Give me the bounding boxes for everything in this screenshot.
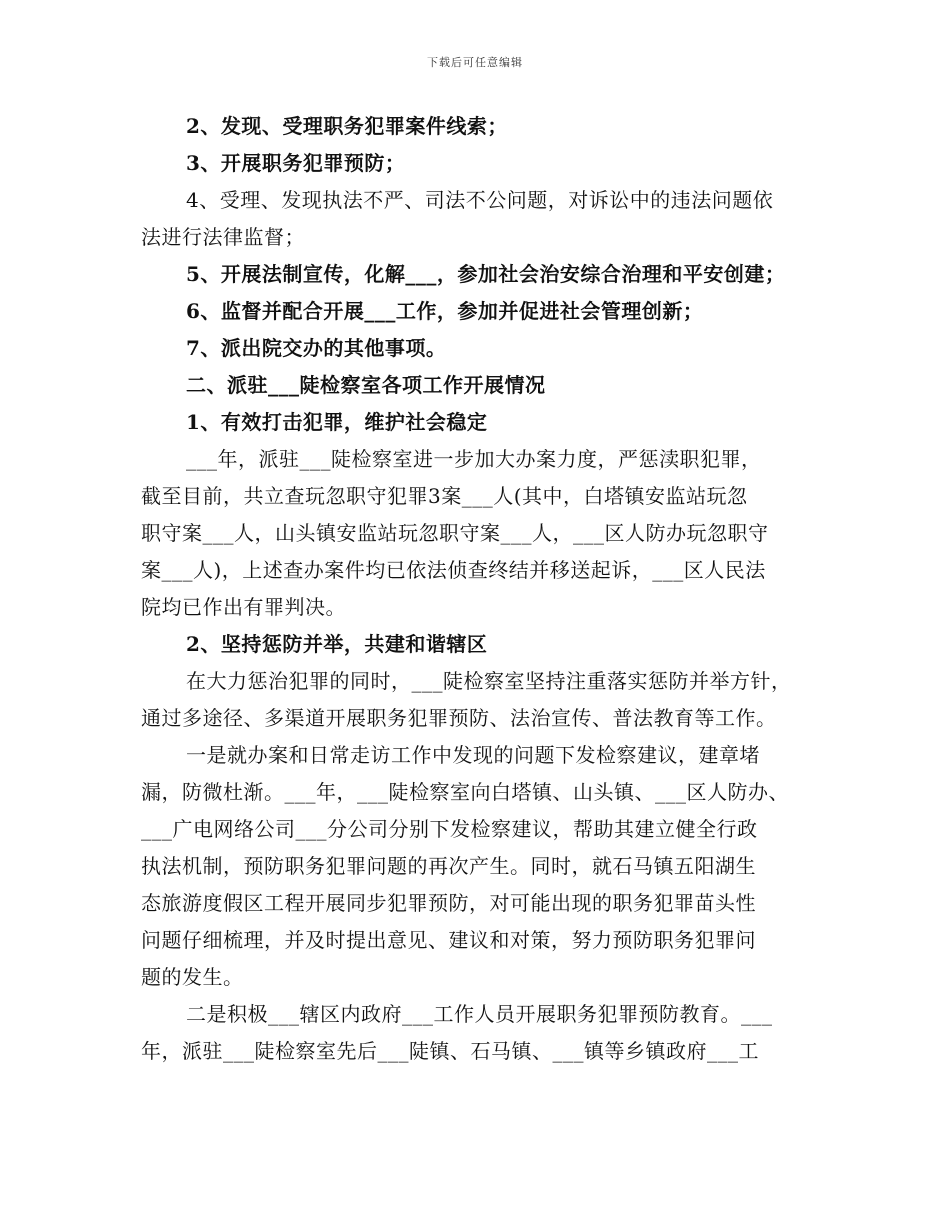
- text-line: 题的发生。: [141, 965, 244, 989]
- text-line: 5、开展法制宣传，化解___，参加社会治安综合治理和平安创建；: [186, 262, 786, 286]
- text-line: 法进行法律监督；: [141, 225, 305, 249]
- text-line: 一是就办案和日常走访工作中发现的问题下发检察建议，建章堵: [186, 743, 760, 767]
- subsection-heading: 1、有效打击犯罪，维护社会稳定: [186, 410, 488, 434]
- page-header: 下载后可任意编辑: [427, 56, 523, 69]
- text-line: ___年，派驻___陡检察室进一步加大办案力度，严惩渎职犯罪，: [186, 447, 762, 471]
- text-line: 态旅游度假区工程开展同步犯罪预防，对可能出现的职务犯罪苗头性: [141, 891, 756, 915]
- text-line: 年，派驻___陡检察室先后___陡镇、石马镇、___镇等乡镇政府___工: [141, 1039, 759, 1063]
- text-line: 7、派出院交办的其他事项。: [186, 336, 447, 360]
- text-line: 2、发现、受理职务犯罪案件线索；: [186, 114, 508, 138]
- text-line: 截至目前，共立查玩忽职守犯罪3案___人(其中，白塔镇安监站玩忽: [141, 484, 748, 508]
- text-line: 执法机制，预防职务犯罪问题的再次产生。同时，就石马镇五阳湖生: [141, 854, 756, 878]
- text-line: 在大力惩治犯罪的同时，___陡检察室坚持注重落实惩防并举方针，: [186, 669, 792, 693]
- text-line: 漏，防微杜渐。___年，___陡检察室向白塔镇、山头镇、___区人防办、: [141, 780, 789, 804]
- text-line: 问题仔细梳理，并及时提出意见、建议和对策，努力预防职务犯罪问: [141, 928, 756, 952]
- text-line: 职守案___人，山头镇安监站玩忽职守案___人，___区人防办玩忽职守: [141, 521, 769, 545]
- section-heading: 二、派驻___陡检察室各项工作开展情况: [186, 373, 546, 397]
- text-line: 院均已作出有罪判决。: [141, 595, 346, 619]
- text-line: 案___人)，上述查办案件均已依法侦查终结并移送起诉，___区人民法: [141, 558, 766, 582]
- text-line: ___广电网络公司___分公司分别下发检察建议，帮助其建立健全行政: [141, 817, 758, 841]
- text-line: 通过多途径、多渠道开展职务犯罪预防、法治宣传、普法教育等工作。: [141, 706, 777, 730]
- subsection-heading: 2、坚持惩防并举，共建和谐辖区: [186, 632, 488, 656]
- text-line: 二是积极___辖区内政府___工作人员开展职务犯罪预防教育。___: [186, 1002, 773, 1026]
- text-line: 4、受理、发现执法不严、司法不公问题，对诉讼中的违法问题依: [186, 188, 774, 212]
- document-body: [141, 108, 821, 1070]
- text-line: 6、监督并配合开展___工作，参加并促进社会管理创新；: [186, 299, 704, 323]
- text-line: 3、开展职务犯罪预防；: [186, 151, 406, 175]
